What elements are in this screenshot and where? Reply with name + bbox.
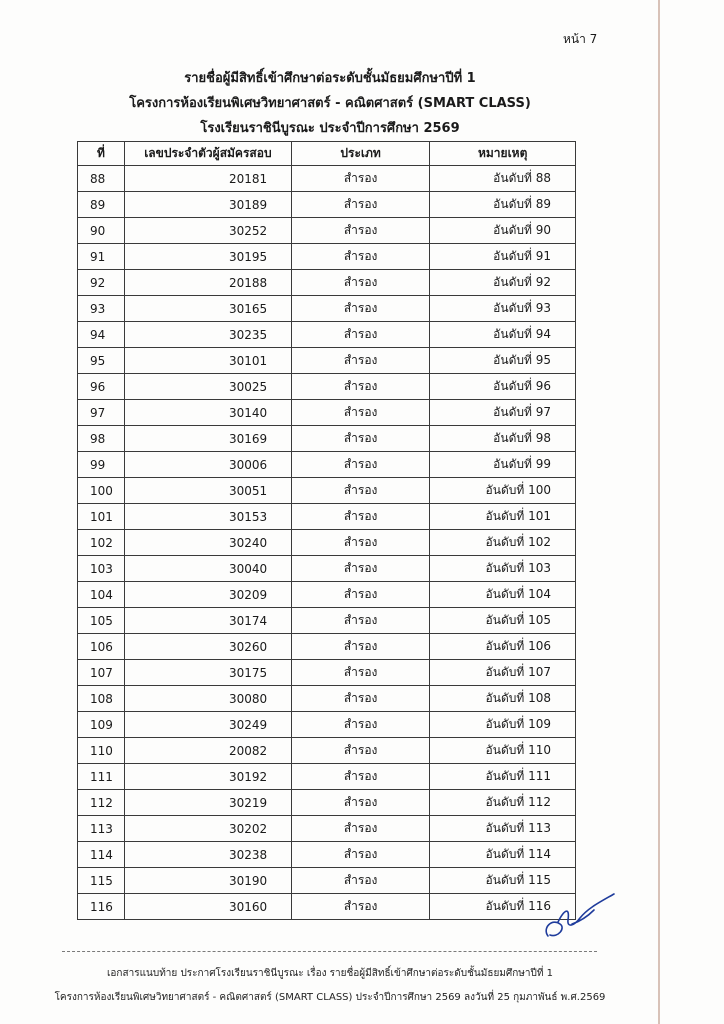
cell-applicant-id: 20082 — [124, 738, 291, 764]
cell-no: 113 — [78, 816, 125, 842]
cell-no: 97 — [78, 400, 125, 426]
cell-type: สำรอง — [291, 686, 430, 712]
cell-remark: อันดับที่ 94 — [430, 322, 576, 348]
table-row — [78, 192, 576, 218]
cell-remark: อันดับที่ 93 — [430, 296, 576, 322]
header-no: ที่ — [78, 142, 125, 166]
cell-remark: อันดับที่ 102 — [430, 530, 576, 556]
cell-no: 98 — [78, 426, 125, 452]
cell-applicant-id: 30165 — [124, 296, 291, 322]
footer-divider — [62, 951, 597, 952]
cell-no: 101 — [78, 504, 125, 530]
cell-applicant-id: 30175 — [124, 660, 291, 686]
cell-type: สำรอง — [291, 660, 430, 686]
cell-type: สำรอง — [291, 842, 430, 868]
cell-remark: อันดับที่ 88 — [430, 166, 576, 192]
table-row — [78, 400, 576, 426]
cell-applicant-id: 30192 — [124, 764, 291, 790]
cell-applicant-id: 30249 — [124, 712, 291, 738]
cell-no: 116 — [78, 894, 125, 920]
table-body — [78, 166, 576, 920]
cell-no: 91 — [78, 244, 125, 270]
cell-type: สำรอง — [291, 426, 430, 452]
cell-no: 112 — [78, 790, 125, 816]
cell-type: สำรอง — [291, 764, 430, 790]
table-row — [78, 166, 576, 192]
cell-remark: อันดับที่ 96 — [430, 374, 576, 400]
cell-type: สำรอง — [291, 504, 430, 530]
cell-type: สำรอง — [291, 296, 430, 322]
cell-type: สำรอง — [291, 608, 430, 634]
table-row — [78, 842, 576, 868]
header-remark: หมายเหตุ — [430, 142, 576, 166]
cell-no: 95 — [78, 348, 125, 374]
cell-applicant-id: 30195 — [124, 244, 291, 270]
cell-applicant-id: 30174 — [124, 608, 291, 634]
table-row — [78, 686, 576, 712]
table-row — [78, 270, 576, 296]
cell-no: 92 — [78, 270, 125, 296]
cell-applicant-id: 30252 — [124, 218, 291, 244]
cell-no: 89 — [78, 192, 125, 218]
footer-line-2: โครงการห้องเรียนพิเศษวิทยาศาสตร์ - คณิตศาสตร์ (SMART CLASS) ประจำปีการศึกษา 2569 ลงวันที่ 25 กุมภาพันธ์ พ.ศ.2569 — [54, 992, 606, 1003]
cell-remark: อันดับที่ 113 — [430, 816, 576, 842]
cell-no: 106 — [78, 634, 125, 660]
table-row — [78, 530, 576, 556]
header-applicant-id: เลขประจำตัวผู้สมัครสอบ — [124, 142, 291, 166]
cell-remark: อันดับที่ 105 — [430, 608, 576, 634]
cell-no: 103 — [78, 556, 125, 582]
cell-type: สำรอง — [291, 374, 430, 400]
cell-applicant-id: 30209 — [124, 582, 291, 608]
cell-no: 90 — [78, 218, 125, 244]
table-row — [78, 556, 576, 582]
cell-applicant-id: 30160 — [124, 894, 291, 920]
cell-remark: อันดับที่ 116 — [430, 894, 576, 920]
cell-type: สำรอง — [291, 192, 430, 218]
cell-applicant-id: 30240 — [124, 530, 291, 556]
cell-no: 102 — [78, 530, 125, 556]
cell-no: 107 — [78, 660, 125, 686]
cell-remark: อันดับที่ 114 — [430, 842, 576, 868]
title-line-3: โรงเรียนราชินีบูรณะ ประจำปีการศึกษา 2569 — [200, 121, 460, 136]
cell-applicant-id: 30040 — [124, 556, 291, 582]
cell-type: สำรอง — [291, 712, 430, 738]
table-row — [78, 738, 576, 764]
cell-no: 109 — [78, 712, 125, 738]
table-row — [78, 790, 576, 816]
cell-applicant-id: 30190 — [124, 868, 291, 894]
cell-remark: อันดับที่ 101 — [430, 504, 576, 530]
table-header-row — [78, 142, 576, 166]
table-row — [78, 608, 576, 634]
cell-remark: อันดับที่ 110 — [430, 738, 576, 764]
cell-remark: อันดับที่ 115 — [430, 868, 576, 894]
cell-remark: อันดับที่ 104 — [430, 582, 576, 608]
cell-remark: อันดับที่ 90 — [430, 218, 576, 244]
cell-applicant-id: 30153 — [124, 504, 291, 530]
cell-type: สำรอง — [291, 738, 430, 764]
cell-remark: อันดับที่ 89 — [430, 192, 576, 218]
cell-no: 110 — [78, 738, 125, 764]
cell-type: สำรอง — [291, 478, 430, 504]
cell-type: สำรอง — [291, 166, 430, 192]
cell-type: สำรอง — [291, 634, 430, 660]
cell-remark: อันดับที่ 108 — [430, 686, 576, 712]
cell-applicant-id: 30235 — [124, 322, 291, 348]
page-edge — [658, 0, 660, 1024]
cell-no: 93 — [78, 296, 125, 322]
cell-no: 99 — [78, 452, 125, 478]
document-title-block — [0, 66, 660, 141]
cell-applicant-id: 30080 — [124, 686, 291, 712]
cell-no: 104 — [78, 582, 125, 608]
cell-remark: อันดับที่ 109 — [430, 712, 576, 738]
table-row — [78, 894, 576, 920]
cell-no: 115 — [78, 868, 125, 894]
table-row — [78, 218, 576, 244]
table-row — [78, 374, 576, 400]
table-row — [78, 712, 576, 738]
cell-remark: อันดับที่ 111 — [430, 764, 576, 790]
title-line-1: รายชื่อผู้มีสิทธิ์เข้าศึกษาต่อระดับชั้นมัธยมศึกษาปีที่ 1 — [184, 71, 476, 86]
cell-no: 100 — [78, 478, 125, 504]
cell-type: สำรอง — [291, 348, 430, 374]
header-type: ประเภท — [291, 142, 430, 166]
table-row — [78, 582, 576, 608]
cell-remark: อันดับที่ 106 — [430, 634, 576, 660]
cell-type: สำรอง — [291, 790, 430, 816]
cell-type: สำรอง — [291, 270, 430, 296]
cell-no: 114 — [78, 842, 125, 868]
cell-remark: อันดับที่ 91 — [430, 244, 576, 270]
cell-no: 105 — [78, 608, 125, 634]
cell-no: 96 — [78, 374, 125, 400]
cell-applicant-id: 30025 — [124, 374, 291, 400]
table-row — [78, 322, 576, 348]
table-row — [78, 348, 576, 374]
cell-type: สำรอง — [291, 582, 430, 608]
cell-applicant-id: 30260 — [124, 634, 291, 660]
cell-applicant-id: 30006 — [124, 452, 291, 478]
cell-type: สำรอง — [291, 556, 430, 582]
table-row — [78, 504, 576, 530]
cell-remark: อันดับที่ 98 — [430, 426, 576, 452]
cell-applicant-id: 30169 — [124, 426, 291, 452]
table-row — [78, 868, 576, 894]
cell-remark: อันดับที่ 107 — [430, 660, 576, 686]
cell-type: สำรอง — [291, 400, 430, 426]
cell-applicant-id: 30238 — [124, 842, 291, 868]
cell-type: สำรอง — [291, 218, 430, 244]
signature-icon — [538, 888, 620, 944]
table-row — [78, 452, 576, 478]
cell-no: 88 — [78, 166, 125, 192]
cell-remark: อันดับที่ 100 — [430, 478, 576, 504]
cell-remark: อันดับที่ 95 — [430, 348, 576, 374]
table-row — [78, 634, 576, 660]
roster-table — [77, 141, 576, 920]
cell-applicant-id: 30219 — [124, 790, 291, 816]
cell-no: 111 — [78, 764, 125, 790]
cell-type: สำรอง — [291, 816, 430, 842]
cell-applicant-id: 30051 — [124, 478, 291, 504]
table-row — [78, 816, 576, 842]
title-line-2: โครงการห้องเรียนพิเศษวิทยาศาสตร์ - คณิตศาสตร์ (SMART CLASS) — [129, 96, 531, 111]
cell-applicant-id: 30140 — [124, 400, 291, 426]
table-row — [78, 764, 576, 790]
cell-remark: อันดับที่ 92 — [430, 270, 576, 296]
cell-type: สำรอง — [291, 244, 430, 270]
table-row — [78, 660, 576, 686]
cell-type: สำรอง — [291, 894, 430, 920]
cell-no: 108 — [78, 686, 125, 712]
table-row — [78, 478, 576, 504]
cell-applicant-id: 20188 — [124, 270, 291, 296]
table-row — [78, 426, 576, 452]
cell-applicant-id: 30101 — [124, 348, 291, 374]
table-row — [78, 296, 576, 322]
cell-applicant-id: 20181 — [124, 166, 291, 192]
cell-no: 94 — [78, 322, 125, 348]
cell-remark: อันดับที่ 97 — [430, 400, 576, 426]
cell-applicant-id: 30189 — [124, 192, 291, 218]
page-number: หน้า 7 — [563, 32, 598, 46]
cell-applicant-id: 30202 — [124, 816, 291, 842]
table-row — [78, 244, 576, 270]
cell-remark: อันดับที่ 99 — [430, 452, 576, 478]
cell-remark: อันดับที่ 112 — [430, 790, 576, 816]
footer-line-1: เอกสารแนบท้าย ประกาศโรงเรียนราชินีบูรณะ เรื่อง รายชื่อผู้มีสิทธิ์เข้าศึกษาต่อระดับชั้นมัธยมศึกษาปีที่ 1 — [107, 968, 553, 979]
cell-type: สำรอง — [291, 452, 430, 478]
cell-type: สำรอง — [291, 322, 430, 348]
cell-type: สำรอง — [291, 868, 430, 894]
cell-type: สำรอง — [291, 530, 430, 556]
cell-remark: อันดับที่ 103 — [430, 556, 576, 582]
